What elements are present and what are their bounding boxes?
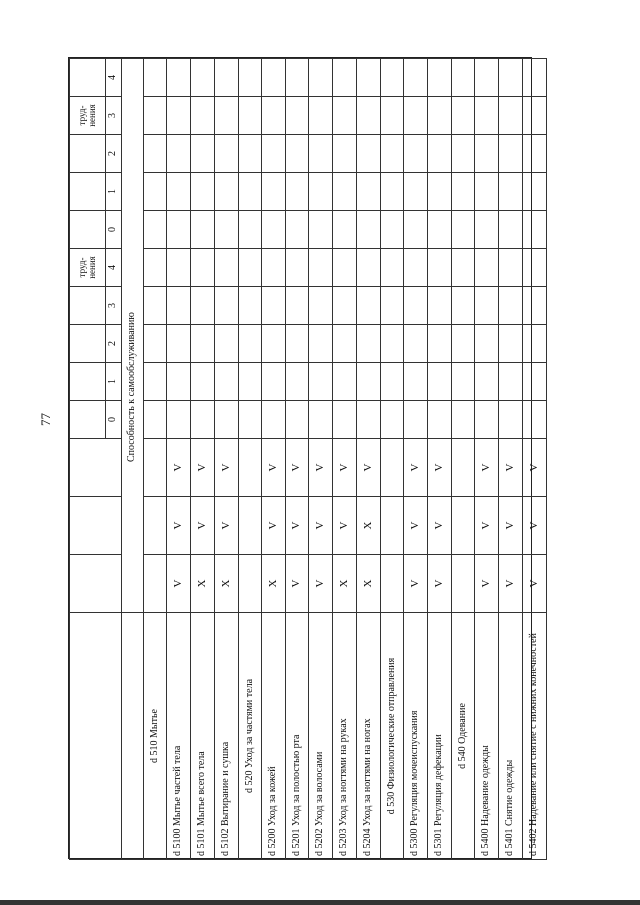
score-cell <box>191 401 215 439</box>
score-cell <box>357 59 381 97</box>
score-cell <box>452 363 475 401</box>
score-cell <box>523 211 547 249</box>
score-cell <box>475 173 499 211</box>
score-cell <box>239 135 262 173</box>
score-cell <box>333 97 357 135</box>
score-cell <box>428 363 452 401</box>
header-empty-cell <box>70 287 106 325</box>
page-number: 77 <box>38 413 53 426</box>
table-row <box>333 59 357 860</box>
score-cell <box>191 363 215 401</box>
table-row <box>215 59 239 860</box>
score-cell <box>475 97 499 135</box>
score-cell <box>286 135 309 173</box>
score-cell <box>262 363 286 401</box>
mark-cell-c: V <box>309 439 333 497</box>
score-cell <box>286 401 309 439</box>
scale-cell: 1 <box>106 173 122 211</box>
item-label: d 5100 Мытье частей тела <box>167 613 191 860</box>
score-cell <box>428 325 452 363</box>
score-cell <box>215 59 239 97</box>
score-cell <box>357 325 381 363</box>
mark-cell-a: V <box>309 555 333 613</box>
score-cell <box>167 135 191 173</box>
score-cell <box>523 363 547 401</box>
header-empty-cell <box>70 401 106 439</box>
mark-cell-b: V <box>309 497 333 555</box>
score-cell <box>452 97 475 135</box>
score-cell <box>286 363 309 401</box>
table-row <box>523 59 547 860</box>
score-cell <box>262 401 286 439</box>
score-cell <box>191 325 215 363</box>
item-label: d 5401 Снятие одежды <box>499 613 523 860</box>
score-cell <box>499 97 523 135</box>
score-cell <box>428 135 452 173</box>
mark-cell-a: V <box>404 555 428 613</box>
mark-cell-b: V <box>191 497 215 555</box>
score-cell <box>262 97 286 135</box>
score-cell <box>144 211 167 249</box>
score-cell <box>499 59 523 97</box>
score-cell <box>381 135 404 173</box>
header-empty-cell <box>70 497 122 555</box>
mark-cell-b <box>452 497 475 555</box>
score-cell <box>357 135 381 173</box>
score-cell <box>452 287 475 325</box>
score-cell <box>309 211 333 249</box>
mark-cell-a: V <box>428 555 452 613</box>
mark-cell-b: V <box>286 497 309 555</box>
score-cell <box>215 173 239 211</box>
score-cell <box>475 249 499 287</box>
score-cell <box>333 59 357 97</box>
mark-cell-a: X <box>191 555 215 613</box>
score-cell <box>167 363 191 401</box>
score-cell <box>144 287 167 325</box>
score-cell <box>452 325 475 363</box>
score-cell <box>309 401 333 439</box>
header-row-1 <box>70 59 106 860</box>
score-cell <box>309 363 333 401</box>
score-cell <box>381 211 404 249</box>
score-cell <box>357 401 381 439</box>
table-row <box>309 59 333 860</box>
score-cell <box>475 325 499 363</box>
score-cell <box>357 97 381 135</box>
score-cell <box>381 287 404 325</box>
mark-cell-c: V <box>262 439 286 497</box>
mark-cell-b: V <box>475 497 499 555</box>
mark-cell-b: V <box>262 497 286 555</box>
score-cell <box>333 211 357 249</box>
mark-cell-b: V <box>333 497 357 555</box>
score-cell <box>262 249 286 287</box>
score-cell <box>404 97 428 135</box>
score-cell <box>333 287 357 325</box>
score-cell <box>452 249 475 287</box>
mark-cell-c: V <box>333 439 357 497</box>
mark-cell-c <box>239 439 262 497</box>
item-label: d 5102 Вытирание и сушка <box>215 613 239 860</box>
score-cell <box>333 325 357 363</box>
score-cell <box>309 287 333 325</box>
mark-cell-c <box>144 439 167 497</box>
mark-cell-a <box>144 555 167 613</box>
score-cell <box>215 325 239 363</box>
score-cell <box>452 401 475 439</box>
scale-cell: 3 <box>106 287 122 325</box>
score-cell <box>191 135 215 173</box>
score-cell <box>215 363 239 401</box>
score-cell <box>428 211 452 249</box>
group-row <box>452 59 475 860</box>
mark-cell-c: V <box>475 439 499 497</box>
score-cell <box>452 59 475 97</box>
mark-cell-c: V <box>191 439 215 497</box>
table-row <box>191 59 215 860</box>
score-cell <box>475 211 499 249</box>
score-cell <box>286 211 309 249</box>
score-cell <box>286 287 309 325</box>
self-care-table <box>69 58 547 860</box>
item-label: d 5202 Уход за волосами <box>309 613 333 860</box>
score-cell <box>381 173 404 211</box>
score-cell <box>262 59 286 97</box>
score-cell <box>262 211 286 249</box>
score-cell <box>404 325 428 363</box>
mark-cell-a: X <box>215 555 239 613</box>
score-cell <box>309 325 333 363</box>
mark-cell-b: V <box>215 497 239 555</box>
score-cell <box>309 249 333 287</box>
header-empty-cell <box>70 363 106 401</box>
mark-cell-a <box>239 555 262 613</box>
item-label: d 5201 Уход за полостью рта <box>286 613 309 860</box>
score-cell <box>309 97 333 135</box>
mark-cell-c <box>381 439 404 497</box>
mark-cell-c: V <box>215 439 239 497</box>
score-cell <box>144 363 167 401</box>
score-cell <box>309 135 333 173</box>
score-cell <box>239 249 262 287</box>
mark-cell-c: V <box>357 439 381 497</box>
score-cell <box>381 97 404 135</box>
score-cell <box>523 287 547 325</box>
score-cell <box>286 173 309 211</box>
score-cell <box>167 287 191 325</box>
page-edge <box>0 900 640 905</box>
score-cell <box>191 249 215 287</box>
header-empty-cell <box>70 555 122 613</box>
mark-cell-b: X <box>357 497 381 555</box>
score-cell <box>381 59 404 97</box>
group-row <box>381 59 404 860</box>
score-cell <box>475 59 499 97</box>
score-cell <box>475 135 499 173</box>
mark-cell-b: V <box>167 497 191 555</box>
scale-cell: 3 <box>106 97 122 135</box>
mark-cell-c: V <box>167 439 191 497</box>
score-cell <box>286 97 309 135</box>
scale-cell: 4 <box>106 249 122 287</box>
score-cell <box>239 97 262 135</box>
score-cell <box>333 135 357 173</box>
score-cell <box>144 401 167 439</box>
mark-cell-c: V <box>499 439 523 497</box>
score-cell <box>191 173 215 211</box>
score-cell <box>239 363 262 401</box>
score-cell <box>239 59 262 97</box>
mark-cell-a: X <box>357 555 381 613</box>
score-cell <box>333 173 357 211</box>
score-cell <box>357 249 381 287</box>
score-cell <box>215 211 239 249</box>
score-cell <box>262 173 286 211</box>
score-cell <box>475 287 499 325</box>
mark-cell-a: X <box>333 555 357 613</box>
mark-cell-a <box>381 555 404 613</box>
mark-cell-b <box>144 497 167 555</box>
mark-cell-b: V <box>428 497 452 555</box>
score-cell <box>167 59 191 97</box>
score-cell <box>404 173 428 211</box>
score-cell <box>144 173 167 211</box>
score-cell <box>499 173 523 211</box>
item-label: d 5300 Регуляция мочеиспускания <box>404 613 428 860</box>
score-cell <box>167 325 191 363</box>
score-cell <box>523 325 547 363</box>
mark-cell-a <box>452 555 475 613</box>
mark-cell-c: V <box>286 439 309 497</box>
mark-cell-a: V <box>167 555 191 613</box>
score-cell <box>333 249 357 287</box>
table-row <box>167 59 191 860</box>
score-cell <box>239 325 262 363</box>
score-cell <box>523 59 547 97</box>
header-empty-cell <box>70 439 122 497</box>
score-cell <box>357 287 381 325</box>
table-row <box>428 59 452 860</box>
score-cell <box>499 135 523 173</box>
table-row <box>404 59 428 860</box>
score-cell <box>239 173 262 211</box>
score-cell <box>357 211 381 249</box>
score-cell <box>404 135 428 173</box>
group-label: d 530 Физиологические отправления <box>381 613 404 860</box>
score-cell <box>357 173 381 211</box>
score-cell <box>404 59 428 97</box>
score-cell <box>144 325 167 363</box>
score-cell <box>475 363 499 401</box>
mark-cell-c: V <box>404 439 428 497</box>
mark-cell-a: V <box>475 555 499 613</box>
score-cell <box>499 363 523 401</box>
mark-cell-b <box>381 497 404 555</box>
item-label: d 5402 Надевание или снятие с нижних конечностей <box>523 613 547 860</box>
score-cell <box>499 325 523 363</box>
mark-cell-a: V <box>499 555 523 613</box>
score-cell <box>428 287 452 325</box>
score-cell <box>167 97 191 135</box>
score-cell <box>475 401 499 439</box>
item-label: d 5101 Мытье всего тела <box>191 613 215 860</box>
score-cell <box>357 363 381 401</box>
score-cell <box>404 249 428 287</box>
mark-cell-b: V <box>499 497 523 555</box>
score-cell <box>286 249 309 287</box>
header-empty-cell <box>70 211 106 249</box>
table-row <box>262 59 286 860</box>
score-cell <box>215 249 239 287</box>
score-cell <box>404 211 428 249</box>
mark-cell-c <box>452 439 475 497</box>
score-cell <box>428 249 452 287</box>
score-cell <box>523 173 547 211</box>
score-cell <box>167 401 191 439</box>
group-row <box>239 59 262 860</box>
score-cell <box>191 287 215 325</box>
section-title-row <box>122 59 144 860</box>
score-cell <box>191 59 215 97</box>
score-cell <box>262 135 286 173</box>
score-cell <box>215 401 239 439</box>
score-cell <box>428 59 452 97</box>
score-cell <box>452 135 475 173</box>
table-row <box>499 59 523 860</box>
score-cell <box>428 173 452 211</box>
table-row <box>286 59 309 860</box>
mark-cell-c: V <box>428 439 452 497</box>
score-cell <box>309 59 333 97</box>
section-empty-cell <box>122 613 144 860</box>
scale-cell: 2 <box>106 135 122 173</box>
score-cell <box>404 363 428 401</box>
header-empty-cell <box>70 135 106 173</box>
item-label: d 5200 Уход за кожей <box>262 613 286 860</box>
score-cell <box>286 59 309 97</box>
score-cell <box>167 211 191 249</box>
score-cell <box>404 401 428 439</box>
score-cell <box>191 211 215 249</box>
score-cell <box>381 401 404 439</box>
score-cell <box>381 249 404 287</box>
score-cell <box>499 249 523 287</box>
score-cell <box>499 401 523 439</box>
score-cell <box>144 249 167 287</box>
score-cell <box>144 59 167 97</box>
table-row <box>475 59 499 860</box>
score-cell <box>167 249 191 287</box>
mark-cell-a: X <box>262 555 286 613</box>
mark-cell-b: V <box>523 497 547 555</box>
header-empty-cell <box>70 325 106 363</box>
score-cell <box>428 401 452 439</box>
score-cell <box>404 287 428 325</box>
score-cell <box>191 97 215 135</box>
item-label: d 5204 Уход за ногтями на ногах <box>357 613 381 860</box>
score-cell <box>452 173 475 211</box>
score-cell <box>523 97 547 135</box>
score-cell <box>239 287 262 325</box>
scale-cell: 0 <box>106 401 122 439</box>
score-cell <box>333 363 357 401</box>
score-cell <box>499 287 523 325</box>
score-cell <box>333 401 357 439</box>
score-cell <box>523 249 547 287</box>
score-cell <box>381 363 404 401</box>
score-cell <box>452 211 475 249</box>
table-row <box>357 59 381 860</box>
group-row <box>144 59 167 860</box>
mark-cell-a: V <box>286 555 309 613</box>
mark-cell-a: V <box>523 555 547 613</box>
item-label: d 5400 Надевание одежды <box>475 613 499 860</box>
score-cell <box>381 325 404 363</box>
score-cell <box>144 135 167 173</box>
group-label: d 540 Одевание <box>452 613 475 860</box>
header-empty-cell <box>70 613 122 860</box>
score-cell <box>239 401 262 439</box>
difficulty-header-1: труд- нения <box>70 249 106 287</box>
score-cell <box>262 287 286 325</box>
score-cell <box>239 211 262 249</box>
score-cell <box>215 135 239 173</box>
score-cell <box>309 173 333 211</box>
difficulty-header-2: труд- нения <box>70 97 106 135</box>
scale-cell: 2 <box>106 325 122 363</box>
assessment-table <box>68 57 540 859</box>
header-empty-cell <box>70 59 106 97</box>
score-cell <box>286 325 309 363</box>
score-cell <box>428 97 452 135</box>
item-label: d 5301 Регуляция дефекации <box>428 613 452 860</box>
scale-cell: 0 <box>106 211 122 249</box>
group-label: d 520 Уход за частями тела <box>239 613 262 860</box>
score-cell <box>499 211 523 249</box>
group-label: d 510 Мытье <box>144 613 167 860</box>
score-cell <box>523 135 547 173</box>
mark-cell-b: V <box>404 497 428 555</box>
scale-cell: 4 <box>106 59 122 97</box>
header-empty-cell <box>70 173 106 211</box>
score-cell <box>215 97 239 135</box>
scale-cell: 1 <box>106 363 122 401</box>
score-cell <box>144 97 167 135</box>
score-cell <box>215 287 239 325</box>
score-cell <box>167 173 191 211</box>
item-label: d 5203 Уход за ногтями на руках <box>333 613 357 860</box>
section-title: Способность к самообслуживанию <box>122 59 144 613</box>
score-cell <box>262 325 286 363</box>
table-body <box>70 59 547 860</box>
mark-cell-c: V <box>523 439 547 497</box>
mark-cell-b <box>239 497 262 555</box>
score-cell <box>523 401 547 439</box>
